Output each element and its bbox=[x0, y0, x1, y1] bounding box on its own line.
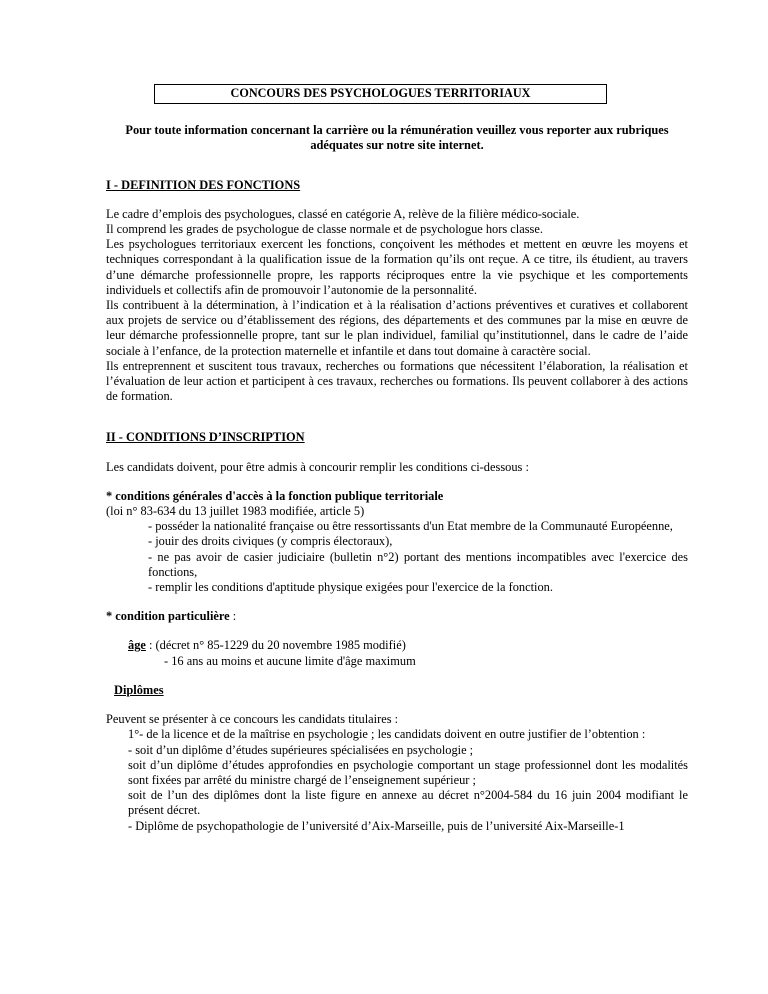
age-reference: : (décret n° 85-1229 du 20 novembre 1985 modifié) bbox=[145, 638, 406, 653]
diplomas-heading: Diplômes bbox=[114, 682, 164, 697]
paragraph: Ils entreprennent et suscitent tous travaux, recherches ou formations que nécessitent l’élaboration, la réalisation et l’évaluation de leur action et participent à ces travaux, recherches ou formations. Ils peuvent collaborer à des actions de formation. bbox=[106, 358, 688, 404]
diplomas-intro: Peuvent se présenter à ce concours les candidats titulaires : bbox=[106, 712, 399, 727]
paragraph: Les psychologues territoriaux exercent les fonctions, conçoivent les méthodes et mettent en œuvre les moyens et techniques correspondant à la qualification issue de la formation qu’ils ont reçue. A ce titre, ils étudient, au travers d’une démarche professionnelle propre, les rapports réciproques entre la vie psychique et les comportements individuels et collectifs afin de promouvoir l’autonomie de la personnalité. bbox=[106, 237, 688, 297]
list-item: - jouir des droits civiques (y compris électoraux), bbox=[148, 534, 393, 549]
general-conditions-heading: * conditions générales d'accès à la fonction publique territoriale bbox=[106, 488, 444, 503]
age-item: - 16 ans au moins et aucune limite d'âge maximum bbox=[164, 653, 416, 668]
paragraph: Ils contribuent à la détermination, à l’indication et à la réalisation d’actions préventives et curatives et collaborent aux projets de service ou d’établissement des régions, des départements et des communes par la mise en œuvre de leur démarche professionnelle propre, tant sur le plan individuel, familial qu’institutionnel, dans le cadre de l’aide sociale à l’enfance, de la protection maternelle et infantile et dans tout domaine à caractère social. bbox=[106, 298, 688, 358]
paragraph: Il comprend les grades de psychologue de classe normale et de psychologue hors classe. bbox=[106, 222, 543, 237]
general-conditions-reference: (loi n° 83-634 du 13 juillet 1983 modifiée, article 5) bbox=[106, 504, 365, 519]
particular-condition-suffix: : bbox=[229, 609, 237, 624]
info-notice: Pour toute information concernant la carrière ou la rémunération veuillez vous reporter aux rubriques adéquates sur notre site internet. bbox=[125, 123, 669, 153]
section-conditions-heading: II - CONDITIONS D’INSCRIPTION bbox=[106, 430, 305, 445]
particular-condition-heading: * condition particulière bbox=[106, 609, 230, 624]
list-item: soit de l’un des diplômes dont la liste figure en annexe au décret n°2004-584 du 16 juin 2004 modifiant le présent décret. bbox=[128, 788, 688, 818]
list-item: - remplir les conditions d'aptitude physique exigées pour l'exercice de la fonction. bbox=[148, 580, 553, 595]
list-item: - soit d’un diplôme d’études supérieures spécialisées en psychologie ; bbox=[128, 742, 474, 757]
paragraph: Le cadre d’emplois des psychologues, classé en catégorie A, relève de la filière médico-sociale. bbox=[106, 206, 580, 221]
conditions-intro: Les candidats doivent, pour être admis à concourir remplir les conditions ci-dessous : bbox=[106, 459, 529, 474]
list-item: soit d’un diplôme d’études approfondies en psychologie comportant un stage professionnel dont les modalités sont fixées par arrêté du ministre chargé de l’enseignement supérieur ; bbox=[128, 757, 688, 787]
particular-condition-line bbox=[106, 609, 688, 624]
age-line bbox=[106, 638, 688, 653]
document-title: CONCOURS DES PSYCHOLOGUES TERRITORIAUX bbox=[154, 84, 607, 104]
section-definition-heading: I - DEFINITION DES FONCTIONS bbox=[106, 177, 301, 192]
age-label: âge bbox=[128, 638, 146, 653]
list-item: - posséder la nationalité française ou être ressortissants d'un Etat membre de la Communauté Européenne, bbox=[148, 519, 673, 534]
list-item: - ne pas avoir de casier judiciaire (bulletin n°2) portant des mentions incompatibles avec l'exercice des fonctions, bbox=[148, 549, 688, 579]
list-item: 1°- de la licence et de la maîtrise en psychologie ; les candidats doivent en outre justifier de l’obtention : bbox=[128, 727, 646, 742]
list-item: - Diplôme de psychopathologie de l’université d’Aix-Marseille, puis de l’université Aix-Marseille-1 bbox=[128, 818, 625, 833]
